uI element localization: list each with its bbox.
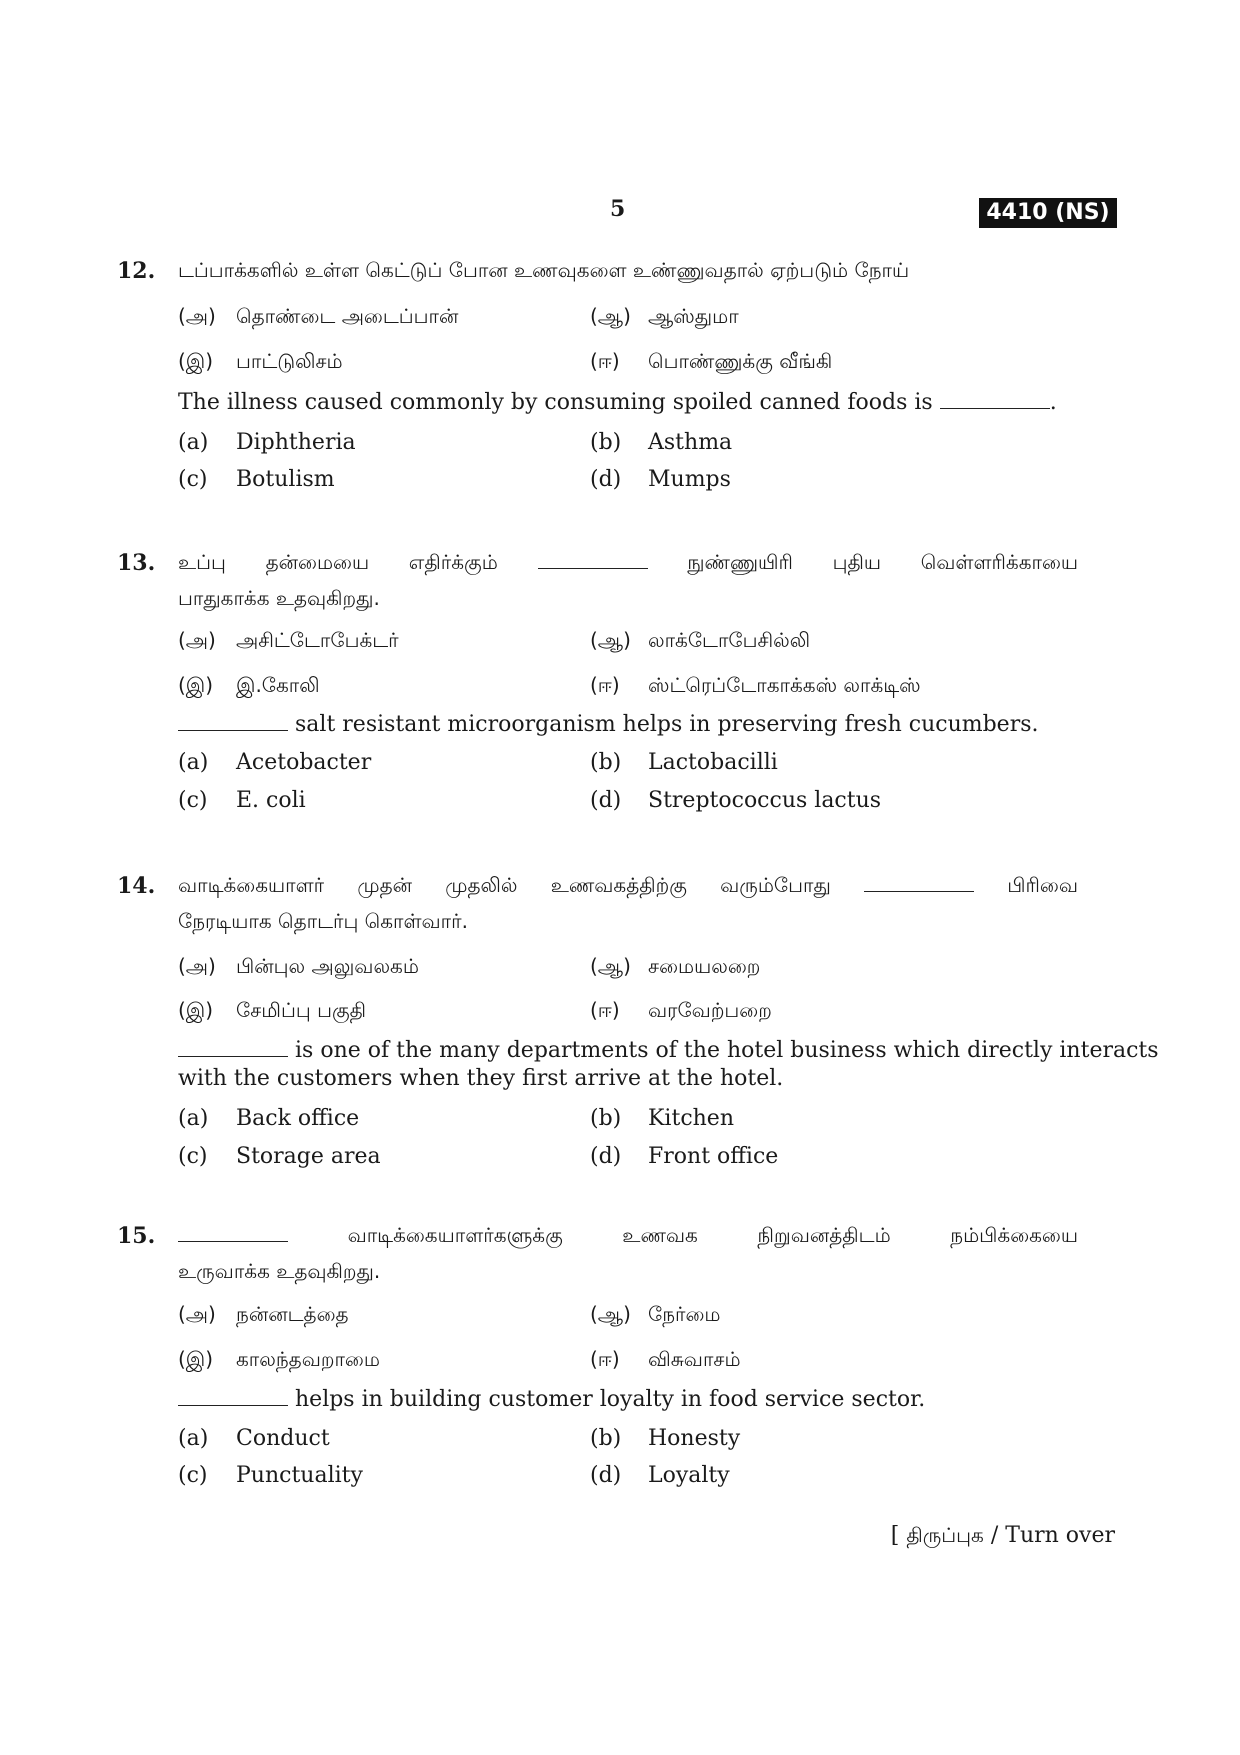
tamil-options-row — [178, 954, 1078, 984]
footer-tamil: திருப்புக — [906, 1523, 984, 1547]
option-a: (a) Acetobacter — [178, 750, 372, 775]
option-c: (c) E. coli — [178, 788, 306, 813]
option-a-tamil: (அ) தொண்டை அடைப்பான் — [178, 304, 459, 328]
english-options-row — [178, 788, 1078, 818]
english-question-text: helps in building customer loyalty in food service sector. — [178, 1387, 1078, 1412]
question-number: 13. — [117, 550, 156, 576]
english-options-row — [178, 1426, 1078, 1456]
tamil-options-row — [178, 998, 1078, 1028]
option-c-tamil: (இ) காலந்தவறாமை — [178, 1347, 380, 1371]
option-a-tamil: (அ) பின்புல அலுவலகம் — [178, 954, 419, 978]
option-d-tamil: (ஈ) பொண்ணுக்கு வீங்கி — [590, 349, 833, 373]
option-d: (d) Front office — [590, 1144, 779, 1169]
tamil-question-text: டப்பாக்களில் உள்ள கெட்டுப் போன உணவுகளை உண்ணுவதால் ஏற்படும் நோய் — [178, 258, 910, 282]
question-number: 12. — [117, 258, 156, 284]
english-options-row — [178, 1144, 1078, 1174]
option-b: (b) Asthma — [590, 430, 733, 455]
tamil-question-text-cont: பாதுகாக்க உதவுகிறது. — [178, 586, 380, 610]
option-d: (d) Mumps — [590, 467, 731, 492]
answer-blank — [538, 552, 648, 569]
tamil-options-row — [178, 628, 1078, 658]
option-b-tamil: (ஆ) சமையலறை — [590, 954, 761, 978]
tamil-question-text-cont: உருவாக்க உதவுகிறது. — [178, 1259, 381, 1283]
english-options-row — [178, 467, 1078, 497]
english-question-text-cont: with the customers when they first arrive at the hotel. — [178, 1066, 784, 1091]
tamil-question-text: வாடிக்கையாளர்களுக்கு உணவக நிறுவனத்திடம் நம்பிக்கையை — [178, 1223, 1078, 1250]
answer-blank — [178, 1040, 288, 1057]
option-c: (c) Punctuality — [178, 1463, 363, 1488]
tamil-options-row — [178, 673, 1078, 703]
option-a: (a) Conduct — [178, 1426, 330, 1451]
page-number: 5 — [610, 196, 626, 222]
tamil-question-text-cont: நேரடியாக தொடர்பு கொள்வார். — [178, 909, 468, 933]
answer-blank — [864, 875, 974, 892]
option-b: (b) Kitchen — [590, 1106, 734, 1131]
option-d-tamil: (ஈ) விசுவாசம் — [590, 1347, 741, 1371]
option-b-tamil: (ஆ) நேர்மை — [590, 1302, 721, 1326]
paper-code-badge: 4410 (NS) — [979, 198, 1117, 228]
footer-bracket: [ — [890, 1523, 900, 1548]
question-number: 14. — [117, 873, 156, 899]
option-c: (c) Storage area — [178, 1144, 381, 1169]
option-b: (b) Honesty — [590, 1426, 741, 1451]
option-c-tamil: (இ) சேமிப்பு பகுதி — [178, 998, 367, 1022]
english-options-row — [178, 1106, 1078, 1136]
option-a: (a) Back office — [178, 1106, 360, 1131]
option-a-tamil: (அ) அசிட்டோபேக்டர் — [178, 628, 399, 652]
option-d-tamil: (ஈ) ஸ்ட்ரெப்டோகாக்கஸ் லாக்டிஸ் — [590, 673, 921, 697]
option-d: (d) Loyalty — [590, 1463, 730, 1488]
option-b-tamil: (ஆ) ஆஸ்துமா — [590, 304, 739, 328]
english-options-row — [178, 750, 1078, 780]
option-d: (d) Streptococcus lactus — [590, 788, 882, 813]
footer-english: Turn over — [1005, 1523, 1115, 1548]
option-c: (c) Botulism — [178, 467, 335, 492]
english-question-text: salt resistant microorganism helps in preserving fresh cucumbers. — [178, 712, 1078, 737]
tamil-options-row — [178, 304, 1078, 334]
option-c-tamil: (இ) இ.கோலி — [178, 673, 320, 697]
question-number: 15. — [117, 1223, 156, 1249]
tamil-options-row — [178, 349, 1078, 379]
english-question-text: is one of the many departments of the hotel business which directly interacts — [178, 1038, 1078, 1063]
option-b: (b) Lactobacilli — [590, 750, 778, 775]
answer-blank — [178, 1389, 288, 1406]
answer-blank — [178, 1225, 288, 1242]
turn-over-footer — [891, 1523, 1115, 1550]
english-question-text: The illness caused commonly by consuming spoiled canned foods is . — [178, 390, 1057, 415]
answer-blank — [940, 392, 1050, 409]
tamil-question-text: வாடிக்கையாளர் முதன் முதலில் உணவகத்திற்கு வரும்போது பிரிவை — [178, 873, 1078, 897]
english-options-row — [178, 1463, 1078, 1493]
tamil-options-row — [178, 1347, 1078, 1377]
tamil-question-text: உப்பு தன்மையை எதிர்க்கும் நுண்ணுயிரி புதிய வெள்ளரிக்காயை — [178, 550, 1079, 574]
option-d-tamil: (ஈ) வரவேற்பறை — [590, 998, 772, 1022]
option-a-tamil: (அ) நன்னடத்தை — [178, 1302, 349, 1326]
option-a: (a) Diphtheria — [178, 430, 356, 455]
footer-separator: / — [990, 1523, 999, 1548]
option-c-tamil: (இ) பாட்டுலிசம் — [178, 349, 343, 373]
tamil-options-row — [178, 1302, 1078, 1332]
option-b-tamil: (ஆ) லாக்டோபேசில்லி — [590, 628, 811, 652]
answer-blank — [178, 714, 288, 731]
english-options-row — [178, 430, 1078, 460]
